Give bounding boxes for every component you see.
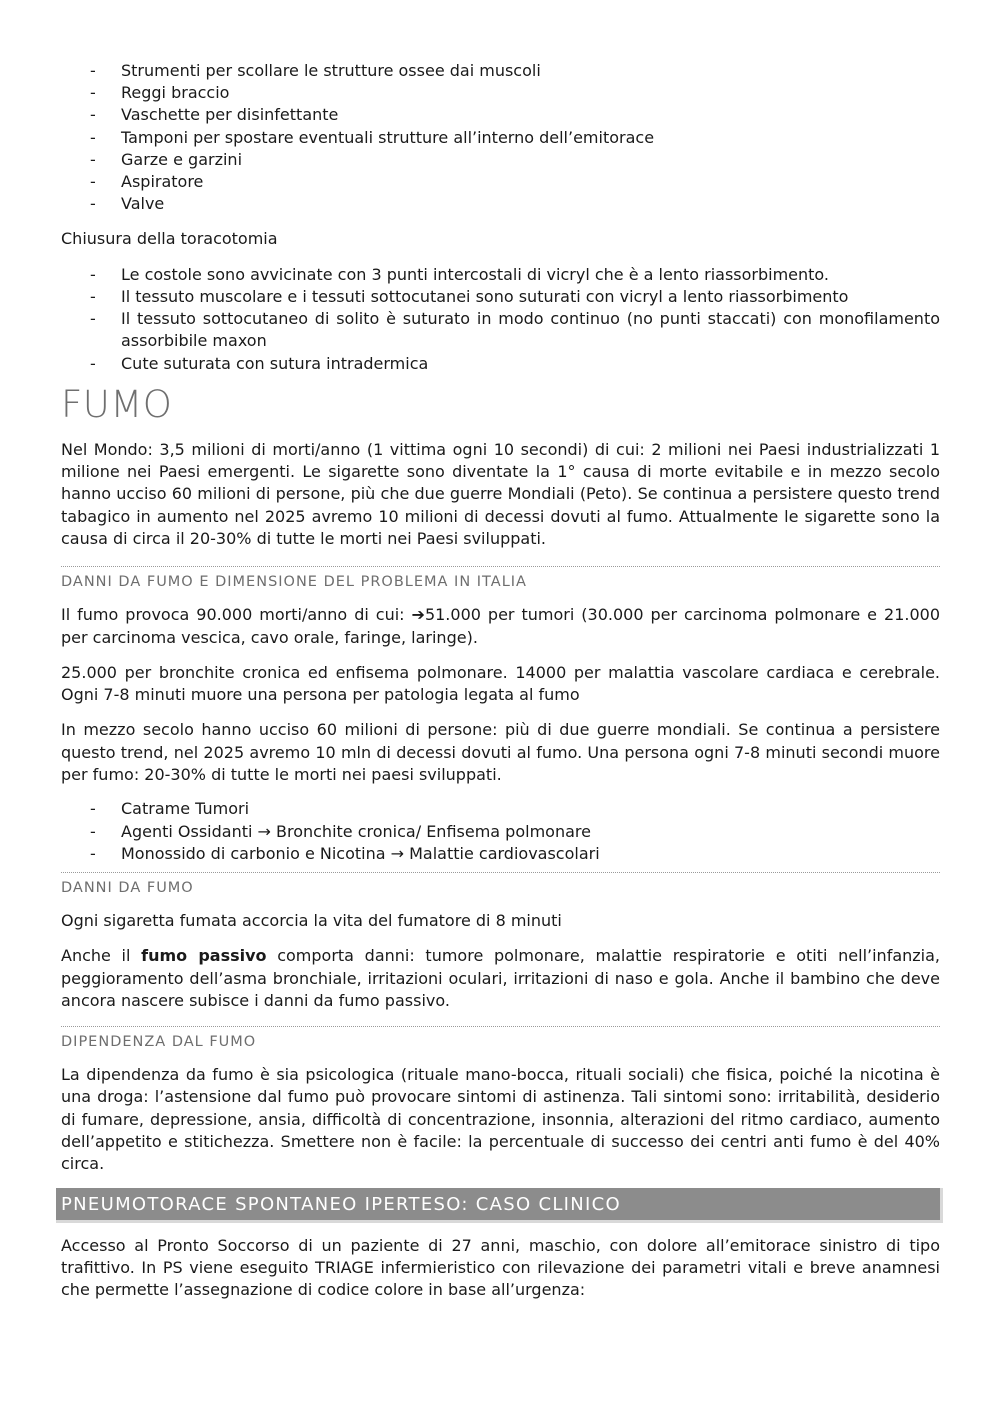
list-item: - Monossido di carbonio e Nicotina → Malattie cardiovascolari xyxy=(61,843,940,865)
chiusura-list xyxy=(61,264,940,375)
italia-paragraph-3: In mezzo secolo hanno ucciso 60 milioni di persone: più di due guerre mondiali. Se continua a persistere questo trend, nel 2025 avremo 10 mln di decessi dovuti al fumo. Una persona ogni 7-8 minuti secondi muore per fumo: 20-30% di tutte le morti nei paesi sviluppati. xyxy=(61,720,940,784)
italia-paragraph-1: Il fumo provoca 90.000 morti/anno di cui: ➔51.000 per tumori (30.000 per carcinoma polmonare e 21.000 per carcinoma vescica, cavo orale, faringe, laringe). xyxy=(61,605,940,647)
fumo-intro: Nel Mondo: 3,5 milioni di morti/anno (1 vittima ogni 10 secondi) di cui: 2 milioni nei Paesi industrializzati 1 milione nei Paesi emergenti. Le sigarette sono diventate la 1° causa di morte evitabile e in mezzo secolo hanno ucciso 60 milioni di persone, più che due guerre Mondiali (Peto). Se continua a persistere questo trend tabagico in aumento nel 2025 avremo 10 milioni di decessi dovuti al fumo. Attualmente le sigarette sono la causa di circa il 20-30% di tutte le morti nei Paesi sviluppati. xyxy=(61,439,940,548)
section-heading-italia: DANNI DA FUMO E DIMENSIONE DEL PROBLEMA IN ITALIA xyxy=(61,566,940,590)
list-item: - Reggi braccio xyxy=(61,82,940,104)
chiusura-heading: Chiusura della toracotomia xyxy=(61,229,278,249)
strumenti-list xyxy=(61,60,940,215)
list-item: - Cute suturata con sutura intradermica xyxy=(61,353,940,375)
section-heading-danni: DANNI DA FUMO xyxy=(61,872,940,896)
document-page xyxy=(61,60,940,1301)
list-item: - Le costole sono avvicinate con 3 punti intercostali di vicryl che è a lento riassorbimento. xyxy=(61,264,940,286)
section-heading-dipendenza: DIPENDENZA DAL FUMO xyxy=(61,1026,940,1050)
section-banner-pneumotorace: PNEUMOTORACE SPONTANEO IPERTESO: CASO CLINICO xyxy=(56,1188,943,1223)
danni-paragraph-1: Ogni sigaretta fumata accorcia la vita del fumatore di 8 minuti xyxy=(61,910,562,930)
pneumotorace-paragraph: Accesso al Pronto Soccorso di un paziente di 27 anni, maschio, con dolore all’emitorace sinistro di tipo trafittivo. In PS viene eseguito TRIAGE infermieristico con rilevazione dei parametri vitali e breve anamnesi che permette l’assegnazione di codice colore in base all’urgenza: xyxy=(61,1235,940,1300)
list-item: - Garze e garzini xyxy=(61,149,940,171)
fumo-title: FUMO xyxy=(61,382,173,426)
list-item: - Il tessuto sottocutaneo di solito è suturato in modo continuo (no punti staccati) con monofilamento assorbibile maxon xyxy=(61,308,940,352)
list-item: - Tamponi per spostare eventuali strutture all’interno dell’emitorace xyxy=(61,127,940,149)
dipendenza-paragraph: La dipendenza da fumo è sia psicologica (rituale mano-bocca, rituali sociali) che fisica, poiché la nicotina è una droga: l’astensione dal fumo può provocare sintomi di astinenza. Tali sintomi sono: irritabilità, desiderio di fumare, depressione, ansia, difficoltà di concentrazione, insonnia, alterazioni del ritmo cardiaco, aumento dell’appetito e stitichezza. Smettere non è facile: la percentuale di successo dei centri anti fumo è del 40% circa. xyxy=(61,1065,940,1174)
list-item: - Agenti Ossidanti → Bronchite cronica/ Enfisema polmonare xyxy=(61,821,940,843)
list-item: - Vaschette per disinfettante xyxy=(61,104,940,126)
list-item: - Aspiratore xyxy=(61,171,940,193)
italia-paragraph-2: 25.000 per bronchite cronica ed enfisema polmonare. 14000 per malattia vascolare cardiaca e cerebrale. Ogni 7-8 minuti muore una persona per patologia legata al fumo xyxy=(61,662,940,705)
list-item: - Valve xyxy=(61,193,940,215)
fumo-passivo-bold: fumo passivo xyxy=(141,946,267,966)
danni-paragraph-2: Anche il fumo passivo comporta danni: tumore polmonare, malattie respiratorie e otiti nell’infanzia, peggioramento dell’asma bronchiale, irritazioni oculari, irritazioni di naso e gola. Anche il bambino che deve ancora nascere subisce i danni da fumo passivo. xyxy=(61,946,940,1010)
list-item: - Strumenti per scollare le strutture ossee dai muscoli xyxy=(61,60,940,82)
cause-list xyxy=(61,798,940,865)
list-item: - Catrame Tumori xyxy=(61,798,940,820)
list-item: - Il tessuto muscolare e i tessuti sottocutanei sono suturati con vicryl a lento riassorbimento xyxy=(61,286,940,308)
